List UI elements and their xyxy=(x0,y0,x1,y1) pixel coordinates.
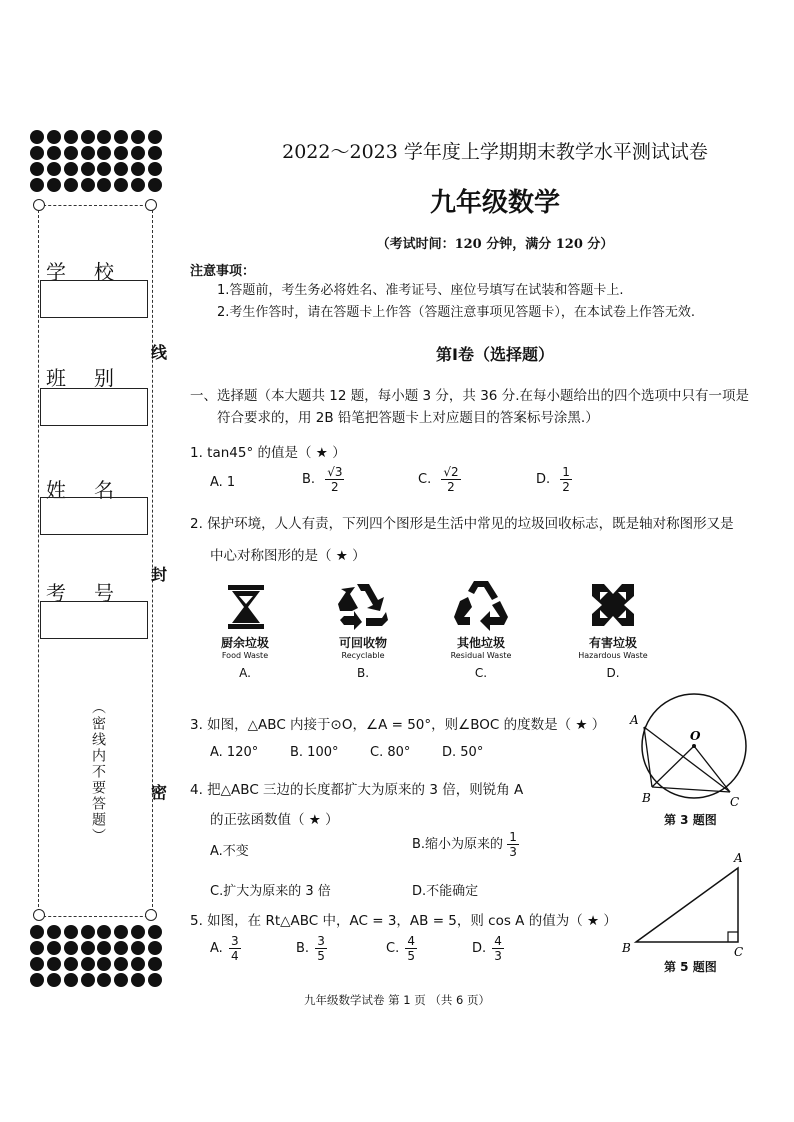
exam-number-field[interactable] xyxy=(40,601,148,639)
subject-title: 九年级数学 xyxy=(429,188,560,218)
q2-option-a[interactable]: A. xyxy=(239,666,251,680)
dot xyxy=(30,162,44,176)
dot xyxy=(114,146,128,160)
q5-figure-caption: 第 5 题图 xyxy=(664,960,717,974)
dot xyxy=(114,178,128,192)
dot-row xyxy=(30,957,162,972)
exam-number-label: 考号 xyxy=(46,581,142,605)
q4-b-label: B.缩小为原来的 xyxy=(412,837,504,852)
dot xyxy=(97,130,111,144)
dot xyxy=(97,973,111,987)
dot xyxy=(131,925,145,939)
dot xyxy=(64,957,78,971)
section-instructions-2: 符合要求的，用 2B 铅笔把答题卡上对应题目的答案标号涂黑.） xyxy=(217,410,599,426)
q1-d-fraction: $\frac{1}{2}$ xyxy=(562,465,570,494)
name-label: 姓名 xyxy=(46,478,142,502)
q1-c-label: C. xyxy=(418,472,432,487)
dot xyxy=(81,178,95,192)
dot xyxy=(47,146,61,160)
dot xyxy=(81,941,95,955)
q5-c-label: C. xyxy=(386,941,400,956)
q1-option-d[interactable] xyxy=(536,465,572,494)
dot xyxy=(97,925,111,939)
q3-label-b: B xyxy=(642,791,651,805)
dot xyxy=(81,162,95,176)
dot xyxy=(64,925,78,939)
q5-option-a[interactable] xyxy=(210,934,241,963)
q2-option-b[interactable]: B. xyxy=(356,666,370,680)
q3-label-o: O xyxy=(690,729,701,743)
dot-row xyxy=(30,162,162,177)
dot xyxy=(81,146,95,160)
q1-option-a[interactable]: A. 1 xyxy=(210,475,236,490)
dot xyxy=(47,925,61,939)
dot xyxy=(114,957,128,971)
dot xyxy=(114,130,128,144)
symbol-d-caption: 有害垃圾 Hazardous Waste D. xyxy=(568,634,658,680)
dot xyxy=(131,973,145,987)
dot xyxy=(131,178,145,192)
dot xyxy=(64,162,78,176)
q5-label-c: C xyxy=(734,945,744,959)
q4-stem-1: 4. 把△ABC 三边的长度都扩大为原来的 3 倍，则锐角 A xyxy=(190,782,524,798)
q5-b-label: B. xyxy=(296,941,310,956)
symbol-b-caption: 可回收物 Recyclable B. xyxy=(318,634,408,680)
binding-knob xyxy=(145,909,157,921)
dot xyxy=(30,146,44,160)
name-field[interactable] xyxy=(40,497,148,535)
hazardous-waste-icon xyxy=(588,580,638,630)
dot-row xyxy=(30,146,162,161)
dot-row xyxy=(30,178,162,193)
seal-note: （密线内不要答题） xyxy=(90,700,106,844)
note-item-2: 2.考生作答时，请在答题卡上作答（答题注意事项见答题卡），在本试卷上作答无效. xyxy=(217,305,696,320)
q5-d-label: D. xyxy=(472,941,487,956)
q5-a-label: A. xyxy=(210,941,223,956)
dot xyxy=(81,973,95,987)
dot xyxy=(64,146,78,160)
q5-option-b[interactable] xyxy=(296,934,327,963)
dot xyxy=(148,973,162,987)
q4-option-b[interactable] xyxy=(412,830,519,859)
dot xyxy=(97,941,111,955)
dot xyxy=(30,130,44,144)
dot xyxy=(47,957,61,971)
q5-stem: 5. 如图，在 Rt△ABC 中，AC = 3，AB = 5，则 cos A 的值为（ ★ ） xyxy=(190,913,617,929)
q2-stem-1: 2. 保护环境，人人有责，下列四个图形是生活中常见的垃圾回收标志，既是轴对称图形又是 xyxy=(190,516,734,532)
q3-label-c: C xyxy=(730,795,740,809)
recyclable-icon xyxy=(334,578,392,632)
q3-label-a: A xyxy=(630,713,639,727)
q5-d-fraction: $\frac{4}{3}$ xyxy=(494,934,502,963)
dot xyxy=(97,178,111,192)
dot xyxy=(148,178,162,192)
dot xyxy=(148,162,162,176)
dot xyxy=(30,973,44,987)
exam-title: 2022～2023 学年度上学期期末教学水平测试试卷 xyxy=(282,141,708,163)
dot-pattern-top xyxy=(30,130,162,194)
dot xyxy=(64,941,78,955)
school-label: 学校 xyxy=(46,260,142,284)
q1-option-b[interactable] xyxy=(302,465,344,494)
dot xyxy=(47,973,61,987)
dot xyxy=(30,941,44,955)
q3-circle-figure xyxy=(622,692,758,812)
q5-option-c[interactable] xyxy=(386,934,417,963)
dot xyxy=(97,146,111,160)
dot xyxy=(148,130,162,144)
dot xyxy=(114,973,128,987)
q4-b-fraction: $\frac{1}{3}$ xyxy=(509,830,517,859)
class-label: 班别 xyxy=(46,366,142,390)
q5-label-b: B xyxy=(622,941,631,955)
dot xyxy=(47,162,61,176)
q3-stem: 3. 如图，△ABC 内接于⊙O，∠A = 50°，则∠BOC 的度数是（ ★ ） xyxy=(190,717,606,733)
note-item-1: 1.答题前，考生务必将姓名、准考证号、座位号填写在试装和答题卡上. xyxy=(217,283,624,298)
symbol-a-caption: 厨余垃圾 Food Waste A. xyxy=(200,634,290,680)
dot xyxy=(64,973,78,987)
q3-option-b[interactable]: B. 100° xyxy=(290,745,339,760)
q5-triangle-figure xyxy=(618,848,750,960)
q5-label-a: A xyxy=(734,851,743,865)
dot xyxy=(148,925,162,939)
cut-mark-seal: 封 xyxy=(151,565,168,584)
q5-option-d[interactable] xyxy=(472,934,504,963)
dot xyxy=(131,957,145,971)
q4-option-a[interactable]: A.不变 xyxy=(210,844,249,859)
page-footer: 九年级数学试卷 第 1 页 （共 6 页） xyxy=(303,993,491,1007)
q3-option-a[interactable]: A. 120° xyxy=(210,745,259,760)
dot xyxy=(131,146,145,160)
dot xyxy=(81,130,95,144)
binding-knob xyxy=(145,199,157,211)
q5-b-fraction: $\frac{3}{5}$ xyxy=(317,934,325,963)
q1-option-c[interactable] xyxy=(418,465,461,494)
binding-knob xyxy=(33,909,45,921)
dot xyxy=(47,941,61,955)
cut-mark-line: 线 xyxy=(151,343,168,362)
dot xyxy=(97,162,111,176)
dot-pattern-bottom xyxy=(30,925,162,989)
q5-c-fraction: $\frac{4}{5}$ xyxy=(407,934,415,963)
dot xyxy=(30,178,44,192)
dot xyxy=(131,130,145,144)
school-field[interactable] xyxy=(40,280,148,318)
dot xyxy=(114,162,128,176)
residual-waste-icon xyxy=(452,577,510,633)
q2-option-d[interactable]: D. xyxy=(606,666,620,680)
notes-heading: 注意事项： xyxy=(190,264,256,279)
q3-option-d[interactable]: D. 50° xyxy=(442,745,484,760)
q3-option-c[interactable]: C. 80° xyxy=(370,745,411,760)
dot xyxy=(81,957,95,971)
dot xyxy=(30,957,44,971)
section-instructions-1: 一、选择题（本大题共 12 题，每小题 3 分，共 36 分.在每小题给出的四个选项中只有一项是 xyxy=(190,388,749,404)
dot-row xyxy=(30,941,162,956)
binding-knob xyxy=(33,199,45,211)
dot xyxy=(81,925,95,939)
dot xyxy=(114,925,128,939)
dot-row xyxy=(30,130,162,145)
dot xyxy=(148,941,162,955)
q5-a-fraction: $\frac{3}{4}$ xyxy=(230,934,239,963)
q3-figure-caption: 第 3 题图 xyxy=(664,813,717,827)
dot xyxy=(97,957,111,971)
q1-d-label: D. xyxy=(536,472,551,487)
q4-option-d[interactable]: D.不能确定 xyxy=(412,884,479,899)
section-title: 第Ⅰ卷（选择题） xyxy=(436,345,554,364)
dot xyxy=(30,925,44,939)
dot-row xyxy=(30,973,162,988)
q1-stem: 1. tan45° 的值是（ ★ ） xyxy=(190,445,346,461)
dot xyxy=(148,146,162,160)
class-field[interactable] xyxy=(40,388,148,426)
dot-row xyxy=(30,925,162,940)
q1-b-fraction: $\frac{√3}{2}$ xyxy=(327,465,343,494)
dot xyxy=(131,941,145,955)
dot xyxy=(114,941,128,955)
exam-info: （考试时间：120 分钟，满分 120 分） xyxy=(376,237,614,252)
symbol-c-caption: 其他垃圾 Residual Waste C. xyxy=(436,634,526,680)
dot xyxy=(148,957,162,971)
dot xyxy=(64,130,78,144)
dot xyxy=(47,130,61,144)
dot xyxy=(131,162,145,176)
dot xyxy=(47,178,61,192)
q4-option-c[interactable]: C.扩大为原来的 3 倍 xyxy=(210,884,331,899)
q4-stem-2: 的正弦函数值（ ★ ） xyxy=(210,812,339,828)
q1-b-label: B. xyxy=(302,472,316,487)
dot xyxy=(64,178,78,192)
food-waste-icon xyxy=(226,583,266,631)
q2-stem-2: 中心对称图形的是（ ★ ） xyxy=(210,548,366,564)
q2-option-c[interactable]: C. xyxy=(474,666,488,680)
q1-c-fraction: $\frac{√2}{2}$ xyxy=(443,465,459,494)
cut-mark-secret: 密 xyxy=(151,783,168,802)
